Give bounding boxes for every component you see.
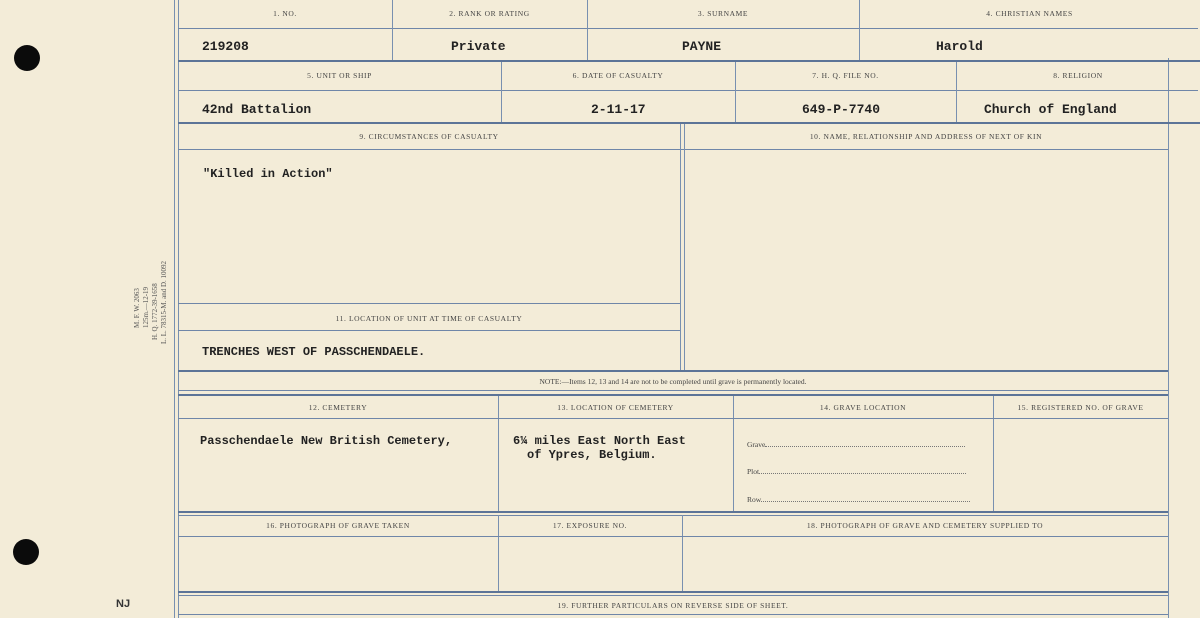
- header-registered-no: 15. REGISTERED NO. OF GRAVE: [1017, 403, 1144, 412]
- header-date: 6. DATE OF CASUALTY: [572, 71, 664, 80]
- grave-field: [747, 440, 965, 449]
- initials: NJ: [116, 598, 131, 610]
- unit: 42nd Battalion: [202, 102, 312, 117]
- side-print-line2: 125m.—12-19: [142, 286, 150, 328]
- plot-field: [747, 467, 966, 476]
- cemetery-location-line2: of Ypres, Belgium.: [527, 448, 657, 462]
- hq-file-number: 649-P-7740: [802, 102, 881, 117]
- header-surname: 3. SURNAME: [697, 9, 749, 18]
- punch-hole-bottom: [13, 539, 39, 565]
- header-no: 1. NO.: [273, 9, 297, 18]
- header-location-of-cemetery: 13. LOCATION OF CEMETERY: [557, 403, 674, 412]
- plot-field-label: Plot: [747, 467, 760, 476]
- cemetery: Passchendaele New British Cemetery,: [200, 434, 453, 448]
- header-rank: 2. RANK OR RATING: [449, 9, 530, 18]
- date-of-casualty: 2-11-17: [591, 102, 646, 117]
- header-circumstances: 9. CIRCUMSTANCES OF CASUALTY: [359, 132, 499, 141]
- service-number: 219208: [202, 39, 249, 54]
- grave-field-label: Grave: [747, 440, 766, 449]
- side-print-line4: L. L. 78315-M. and D. 10092: [160, 260, 168, 344]
- christian-names: Harold: [936, 39, 983, 54]
- note-text: NOTE:—Items 12, 13 and 14 are not to be completed until grave is permanently located.: [539, 377, 807, 386]
- header-exposure-no: 17. EXPOSURE NO.: [552, 521, 628, 530]
- header-location-of-unit: 11. LOCATION OF UNIT AT TIME OF CASUALTY: [335, 314, 523, 323]
- rank: Private: [451, 39, 506, 54]
- header-christian-names: 4. CHRISTIAN NAMES: [986, 9, 1073, 18]
- side-print-line1: M. F. W. 2063: [133, 288, 141, 328]
- location-of-unit: TRENCHES WEST OF PASSCHENDAELE.: [202, 345, 426, 359]
- header-unit: 5. UNIT OR SHIP: [307, 71, 372, 80]
- circumstances-of-casualty: "Killed in Action": [203, 167, 333, 181]
- side-print-line3: H. Q. 1772-39-1658: [151, 283, 159, 340]
- header-next-of-kin: 10. NAME, RELATIONSHIP AND ADDRESS OF NEXT OF KIN: [809, 132, 1043, 141]
- header-photo-taken: 16. PHOTOGRAPH OF GRAVE TAKEN: [266, 521, 410, 530]
- religion: Church of England: [984, 102, 1117, 117]
- footer-further-particulars: 19. FURTHER PARTICULARS ON REVERSE SIDE OF SHEET.: [557, 601, 789, 610]
- header-hq-file: 7. H. Q. FILE NO.: [812, 71, 879, 80]
- surname: PAYNE: [682, 39, 722, 54]
- header-religion: 8. RELIGION: [1053, 71, 1103, 80]
- row-field: [747, 495, 970, 504]
- cemetery-location-line1: 6¼ miles East North East: [513, 434, 686, 448]
- row-field-label: Row: [747, 495, 762, 504]
- header-cemetery: 12. CEMETERY: [308, 403, 368, 412]
- header-photo-supplied: 18. PHOTOGRAPH OF GRAVE AND CEMETERY SUPPLIED TO: [806, 521, 1044, 530]
- header-grave-location: 14. GRAVE LOCATION: [819, 403, 907, 412]
- punch-hole-top: [14, 45, 40, 71]
